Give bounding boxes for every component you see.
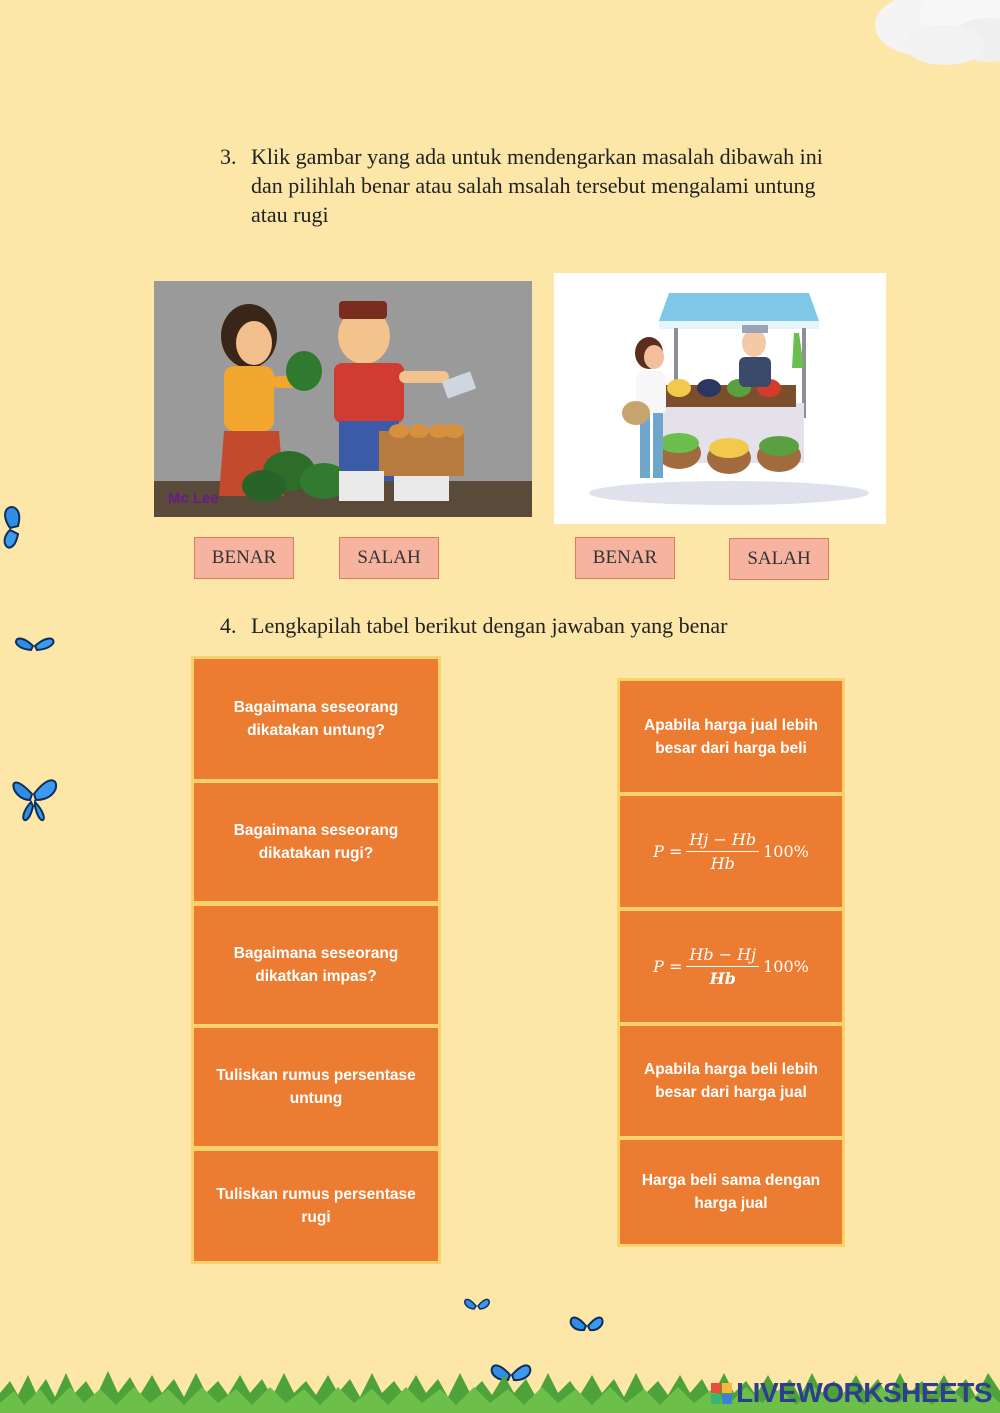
salah-button-1[interactable]: SALAH	[339, 537, 439, 579]
formula-fraction	[686, 945, 759, 988]
brand-name: LIVEWORKSHEETS	[736, 1377, 992, 1408]
vegetable-market-picture[interactable]	[554, 273, 886, 524]
question-card-impas[interactable]: Bagaimana seseorang dikatkan impas?	[191, 903, 441, 1027]
answer-card-harga-sama[interactable]: Harga beli sama dengan harga jual	[617, 1137, 845, 1247]
benar-button-1[interactable]: BENAR	[194, 537, 294, 579]
answer-card-formula-untung[interactable]	[617, 793, 845, 910]
formula-denominator: Hb	[709, 969, 736, 988]
formula-suffix: 100%	[763, 842, 809, 861]
liveworksheets-logo	[711, 1377, 992, 1409]
question-card-untung[interactable]: Bagaimana seseorang dikatakan untung?	[191, 656, 441, 782]
butterfly-icon	[0, 760, 66, 832]
answer-card-harga-beli-lebih-besar[interactable]: Apabila harga beli lebih besar dari harga jual	[617, 1023, 845, 1139]
benar-button-2[interactable]: BENAR	[575, 537, 675, 579]
watermelon-seller-illustration	[154, 281, 532, 517]
question-4-number: 4.	[220, 613, 237, 638]
question-card-rumus-rugi[interactable]: Tuliskan rumus persentase rugi	[191, 1148, 441, 1264]
formula-denominator: Hb	[710, 854, 735, 873]
question-3-number: 3.	[220, 144, 237, 169]
butterfly-icon	[0, 498, 34, 560]
formula-numerator: Hb − Hj	[686, 945, 759, 967]
butterfly-icon	[562, 1302, 610, 1350]
butterfly-icon	[458, 1290, 494, 1322]
question-card-rugi[interactable]: Bagaimana seseorang dikatakan rugi?	[191, 780, 441, 904]
question-4-text: Lengkapilah tabel berikut dengan jawaban yang benar	[251, 613, 728, 638]
watermelon-seller-picture[interactable]	[154, 281, 532, 517]
picture-caption: Mc Lee	[168, 490, 219, 507]
salah-button-2[interactable]: SALAH	[729, 538, 829, 580]
question-4	[220, 613, 727, 639]
formula-fraction	[686, 830, 759, 873]
formula-numerator: Hj − Hb	[686, 830, 759, 852]
answer-card-formula-rugi[interactable]	[617, 908, 845, 1025]
question-3	[220, 142, 840, 229]
formula-suffix: 100%	[763, 957, 809, 976]
formula-lhs: P =	[653, 957, 683, 976]
question-card-rumus-untung[interactable]: Tuliskan rumus persentase untung	[191, 1025, 441, 1149]
formula-lhs: P =	[653, 842, 683, 861]
vegetable-market-illustration	[554, 273, 886, 524]
answer-card-harga-jual-lebih-besar[interactable]: Apabila harga jual lebih besar dari harga beli	[617, 678, 845, 795]
butterfly-icon	[5, 626, 61, 666]
cloud-decoration	[860, 0, 1000, 70]
question-3-text: Klik gambar yang ada untuk mendengarkan masalah dibawah ini dan pilihlah benar atau salah msalah tersebut mengalami untung atau rugi	[251, 144, 823, 227]
brand-logo-icon	[711, 1383, 732, 1404]
